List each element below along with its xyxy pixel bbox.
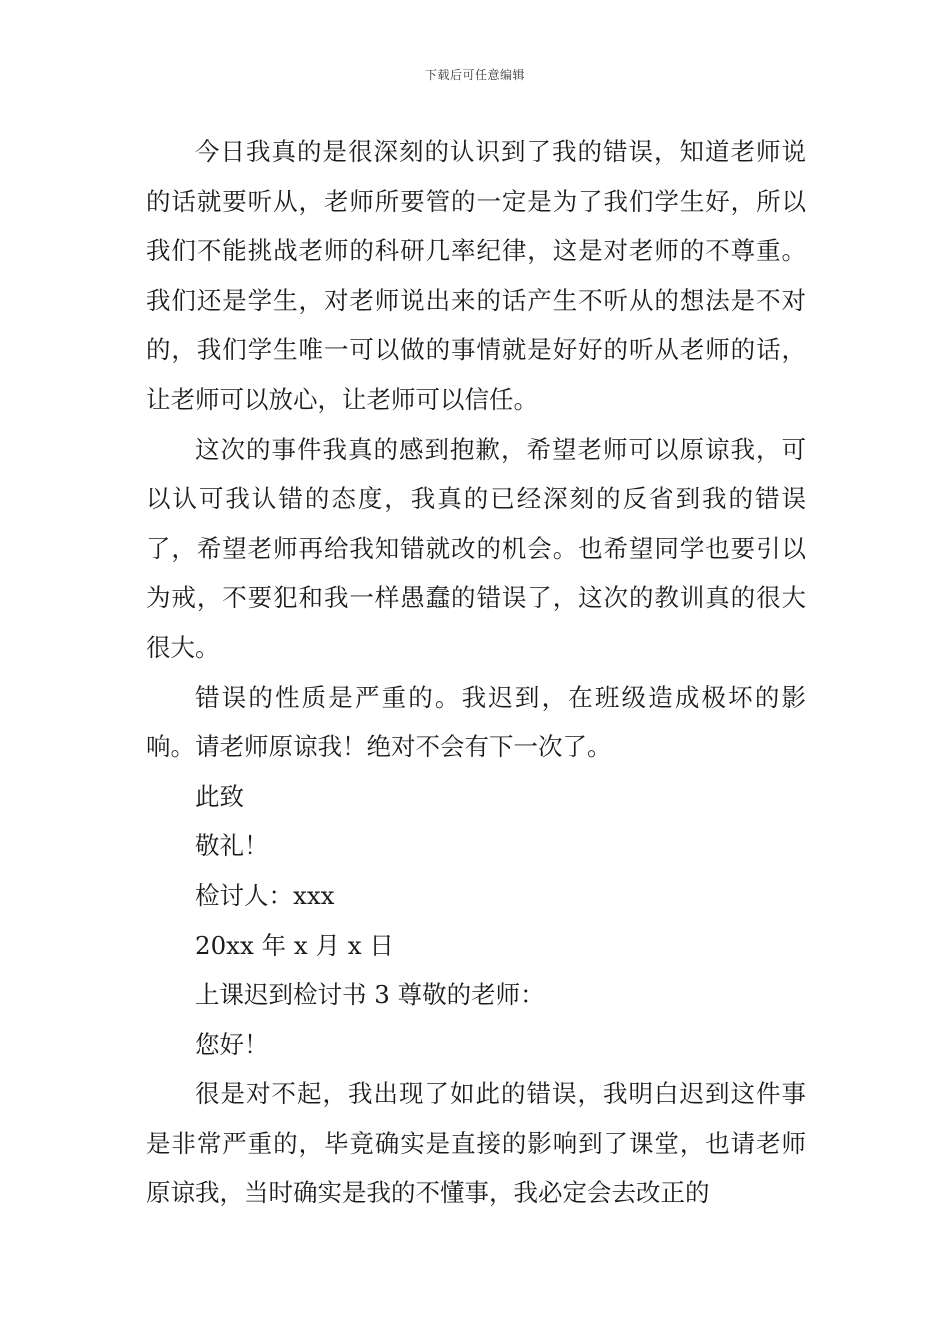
signer-line: 检讨人：xxx: [195, 880, 335, 910]
next-letter-heading: 上课迟到检讨书 3 尊敬的老师：: [195, 980, 545, 1010]
closing-salute-2: 敬礼！: [195, 831, 269, 861]
closing-salute-1: 此致: [195, 781, 244, 811]
page-header-note: 下载后可任意编辑: [424, 68, 525, 82]
paragraph-1: 今日我真的是很深刻的认识到了我的错误，知道老师说的话就要听从，老师所要管的一定是为了我们学生好，所以我们不能挑战老师的科研几率纪律，这是对老师的不尊重。我们还是学生，对老师说出来的话产生不听从的想法是不对的，我们学生唯一可以做的事情就是好好的听从老师的话，让老师可以放心，让老师可以信任。: [146, 137, 806, 414]
next-letter-paragraph-1: 很是对不起，我出现了如此的错误，我明白迟到这件事是非常严重的，毕竟确实是直接的影响到了课堂，也请老师原谅我，当时确实是我的不懂事，我必定会去改正的: [146, 1079, 806, 1208]
next-letter-greeting: 您好！: [195, 1029, 269, 1059]
paragraph-2: 这次的事件我真的感到抱歉，希望老师可以原谅我，可以认可我认错的态度，我真的已经深刻的反省到我的错误了，希望老师再给我知错就改的机会。也希望同学也要引以为戒，不要犯和我一样愚蠢的错误了，这次的教训真的很大很大。: [146, 434, 806, 662]
paragraph-3: 错误的性质是严重的。我迟到，在班级造成极坏的影响。请老师原谅我！绝对不会有下一次了。: [146, 682, 806, 762]
date-line: 20xx 年 x 月 x 日: [195, 930, 394, 960]
document-body: [146, 127, 806, 1218]
